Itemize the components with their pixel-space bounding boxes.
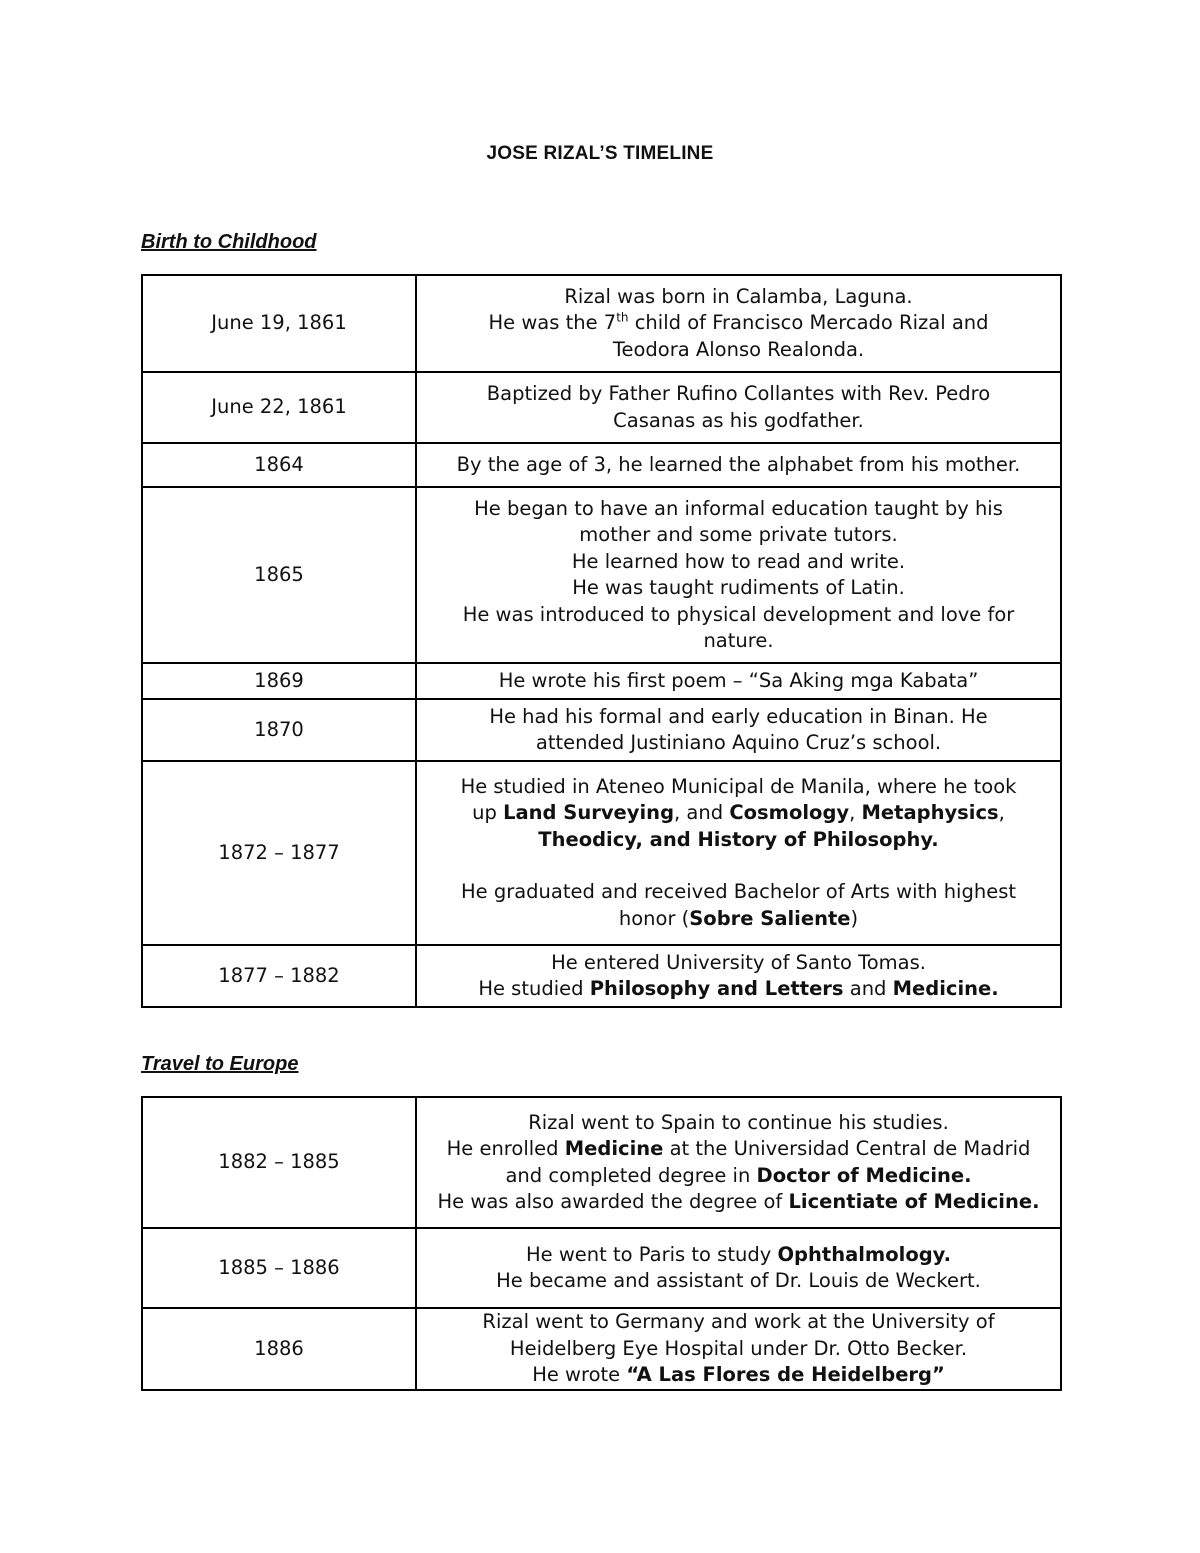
description-line: He entered University of Santo Tomas.	[551, 950, 926, 974]
table-row	[142, 275, 1061, 372]
description-line: mother and some private tutors.	[579, 523, 898, 546]
description-line: He began to have an informal education taught by his	[474, 496, 1003, 520]
description-line: He learned how to read and write.	[571, 549, 906, 573]
description-line: He was the 7th child of Francisco Mercado Rizal and	[488, 310, 989, 335]
row-date: 1869	[142, 663, 416, 699]
description-line: He had his formal and early education in Binan. He	[489, 704, 988, 728]
row-date: 1864	[142, 443, 416, 487]
section-heading-birth-to-childhood: Birth to Childhood	[141, 231, 317, 253]
row-date: 1865	[142, 487, 416, 663]
description-line: Rizal went to Germany and work at the University of	[482, 1310, 995, 1333]
description-line: Theodicy, and History of Philosophy.	[538, 827, 939, 851]
table-row	[142, 443, 1061, 487]
description-line: up Land Surveying, and Cosmology, Metaphysics,	[472, 801, 1005, 825]
description-line: He studied in Ateneo Municipal de Manila, where he took	[460, 774, 1017, 798]
description-line: attended Justiniano Aquino Cruz’s school.	[535, 731, 942, 754]
row-date: 1870	[142, 699, 416, 761]
description-line: He studied Philosophy and Letters and Medicine.	[478, 977, 999, 1000]
description-line: He enrolled Medicine at the Universidad Central de Madrid	[446, 1137, 1031, 1160]
description-line: Teodora Alonso Realonda.	[612, 337, 865, 361]
row-description	[416, 275, 1061, 372]
timeline-table-travel-to-europe	[141, 1096, 1062, 1391]
description-line: He was introduced to physical development and love for	[462, 602, 1015, 626]
table-row	[142, 663, 1061, 699]
description-line: He was taught rudiments of Latin.	[572, 576, 905, 599]
row-description	[416, 761, 1061, 945]
table-row	[142, 761, 1061, 945]
description-line: Rizal was born in Calamba, Laguna.	[564, 284, 913, 308]
description-line: He graduated and received Bachelor of Arts with highest	[460, 880, 1017, 904]
description-line: and completed degree in Doctor of Medicine.	[505, 1163, 972, 1187]
table-row	[142, 945, 1061, 1007]
description-line: Casanas as his godfather.	[613, 408, 864, 432]
table-row	[142, 487, 1061, 663]
row-description	[416, 663, 1061, 699]
table-row	[142, 699, 1061, 761]
description-line: He wrote his first poem – “Sa Aking mga Kabata”	[498, 668, 979, 692]
row-description	[416, 699, 1061, 761]
description-line: He became and assistant of Dr. Louis de Weckert.	[496, 1269, 981, 1292]
description-line: Baptized by Father Rufino Collantes with Rev. Pedro	[486, 382, 991, 405]
row-description	[416, 1308, 1061, 1390]
description-line: He wrote “A Las Flores de Heidelberg”	[532, 1363, 945, 1386]
description-line: Heidelberg Eye Hospital under Dr. Otto Becker.	[509, 1336, 968, 1360]
row-date: 1886	[142, 1308, 416, 1390]
row-description	[416, 487, 1061, 663]
description-line: He was also awarded the degree of Licentiate of Medicine.	[437, 1190, 1040, 1213]
table-row	[142, 372, 1061, 443]
line-gap	[431, 853, 1046, 879]
row-date: June 22, 1861	[142, 372, 416, 443]
row-description	[416, 1097, 1061, 1228]
description-line: By the age of 3, he learned the alphabet from his mother.	[456, 452, 1021, 476]
description-line: honor (Sobre Saliente)	[618, 906, 859, 930]
section-heading-travel-to-europe: Travel to Europe	[141, 1053, 299, 1075]
description-line: Rizal went to Spain to continue his studies.	[528, 1110, 949, 1134]
description-line: nature.	[703, 629, 774, 652]
row-date: 1885 – 1886	[142, 1228, 416, 1308]
row-date: 1872 – 1877	[142, 761, 416, 945]
row-date: 1877 – 1882	[142, 945, 416, 1007]
row-date: 1882 – 1885	[142, 1097, 416, 1228]
document-title: JOSE RIZAL’S TIMELINE	[486, 143, 714, 164]
row-description	[416, 443, 1061, 487]
row-description	[416, 372, 1061, 443]
row-description	[416, 945, 1061, 1007]
row-description	[416, 1228, 1061, 1308]
timeline-table-birth-to-childhood	[141, 274, 1062, 1008]
table-row	[142, 1228, 1061, 1308]
row-date: June 19, 1861	[142, 275, 416, 372]
table-row	[142, 1097, 1061, 1228]
table-row	[142, 1308, 1061, 1390]
description-line: He went to Paris to study Ophthalmology.	[525, 1242, 952, 1266]
